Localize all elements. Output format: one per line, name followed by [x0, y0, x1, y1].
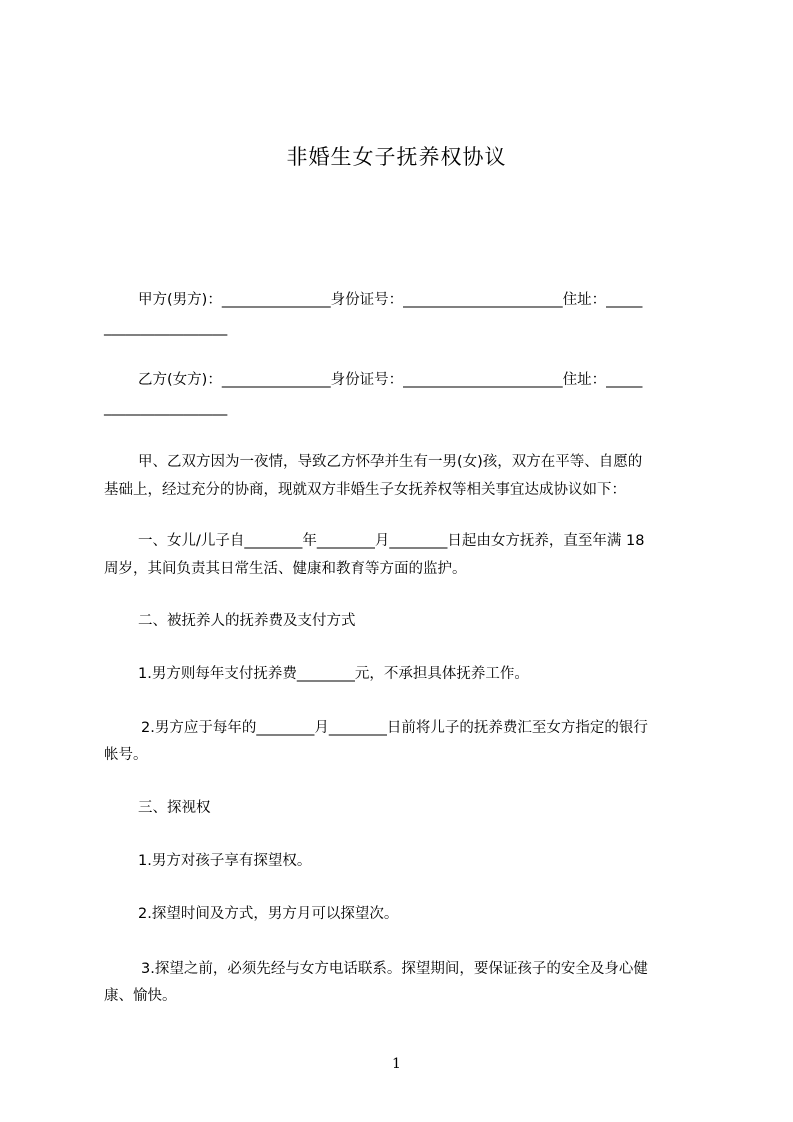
- article-3-item-1: 1.男方对孩子享有探望权。: [138, 853, 312, 869]
- preamble-line: 甲、乙双方因为一夜情，导致乙方怀孕并生有一男(女)孩，双方在平等、自愿的: [138, 454, 643, 470]
- article-2-item-2: 2.男方应于每年的________月________日前将儿子的抚养费汇至女方指定的银行: [141, 720, 648, 736]
- document-title: 非婚生女子抚养权协议: [286, 145, 507, 169]
- party-b-line-cont: _________________: [104, 400, 228, 416]
- article-3-item-3: 3.探望之前，必须先经与女方电话联系。探望期间，要保证孩子的安全及身心健: [141, 961, 648, 977]
- party-a-line: 甲方(男方)：_______________身份证号：______________________住址：_____: [138, 292, 643, 308]
- party-b-line: 乙方(女方)：_______________身份证号：______________________住址：_____: [138, 372, 643, 388]
- article-2-item-1: 1.男方则每年支付抚养费________元，不承担具体抚养工作。: [138, 666, 529, 682]
- preamble-line-cont: 基础上，经过充分的协商，现就双方非婚生子女抚养权等相关事宜达成协议如下：: [104, 482, 626, 498]
- article-3-item-3-cont: 康、愉快。: [104, 988, 177, 1004]
- article-3-item-2: 2.探望时间及方式，男方月可以探望次。: [138, 906, 399, 922]
- article-1-line: 一、女儿/儿子自________年________月________日起由女方抚养，直至年满 18: [138, 533, 645, 549]
- party-a-line-cont: _________________: [104, 320, 228, 336]
- article-2-item-2-cont: 帐号。: [104, 747, 148, 763]
- page-number: 1: [392, 1056, 401, 1072]
- article-1-line-cont: 周岁，其间负责其日常生活、健康和教育等方面的监护。: [104, 561, 467, 577]
- article-2-heading: 二、被抚养人的抚养费及支付方式: [138, 613, 356, 629]
- article-3-heading: 三、探视权: [138, 800, 211, 816]
